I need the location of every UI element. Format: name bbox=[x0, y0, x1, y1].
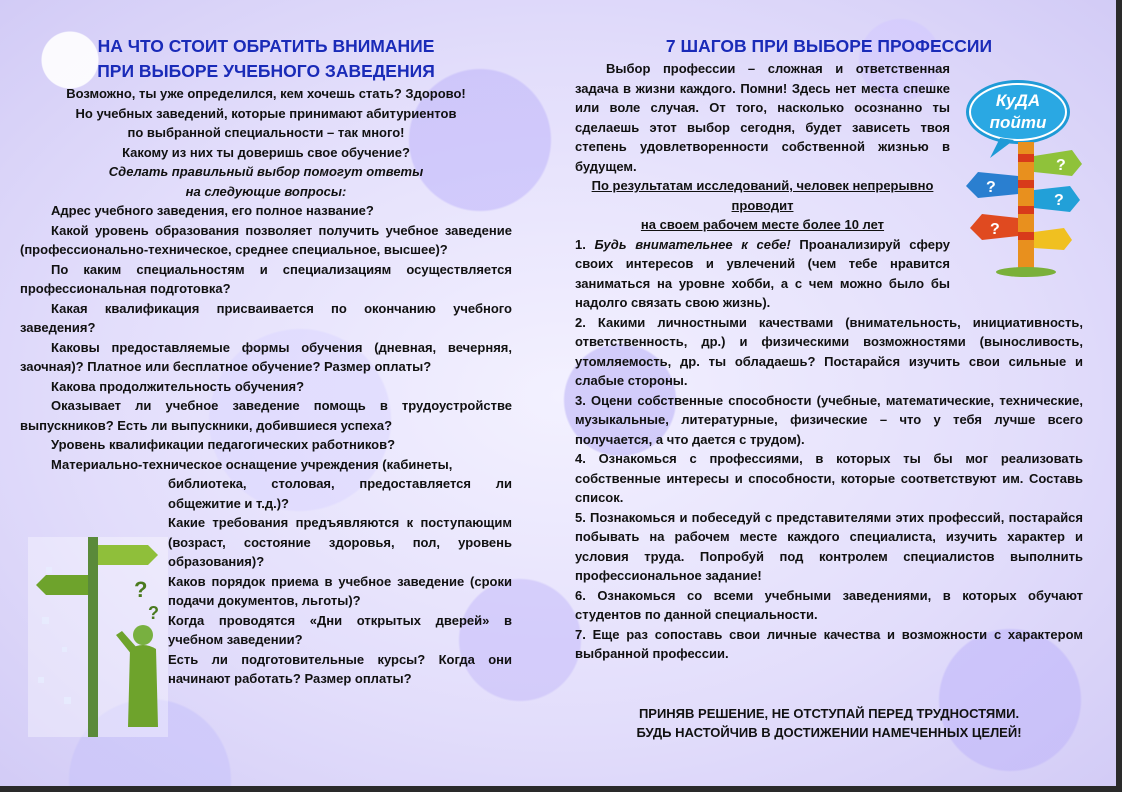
intro-italic-line: Сделать правильный выбор помогут ответы bbox=[108, 164, 424, 179]
intro-line: Но учебных заведений, которые принимают абитуриентов bbox=[75, 105, 457, 121]
research-line: проводит bbox=[731, 197, 794, 213]
sign-text-line2: пойти bbox=[989, 113, 1047, 132]
step-item: 4. Ознакомься с профессиями, в которых ты бы мог реализовать собственные интересы и способности, которые соответствуют им. Составь список. bbox=[575, 451, 1083, 505]
question-item: По каким специальностям и специализациям осуществляется профессиональная подготовка? bbox=[20, 261, 512, 296]
final-line: ПРИНЯВ РЕШЕНИЕ, НЕ ОТСТУПАЙ ПЕРЕД ТРУДНОСТЯМИ. bbox=[638, 706, 1020, 721]
step-item: 7. Еще раз сопоставь свои личные качества и возможности с характером выбранной профессии. bbox=[575, 626, 1083, 661]
question-item: Какой уровень образования позволяет получить учебное заведение (профессионально-техническое, среднее специальное, высшее)? bbox=[20, 222, 512, 257]
question-item: Какая квалификация присваивается по окончанию учебного заведения? bbox=[20, 300, 512, 335]
question-item-continued: библиотека, столовая, предоставляется ли общежитие и т.д.)? bbox=[168, 476, 512, 511]
left-title-line2: ПРИ ВЫБОРЕ УЧЕБНОГО ЗАВЕДЕНИЯ bbox=[97, 61, 435, 81]
svg-text:?: ? bbox=[986, 179, 996, 196]
right-intro: Выбор профессии – сложная и ответственная задача в жизни каждого. Помни! Здесь нет места спешке или воле случая. От того, насколько осознанно ты сделаешь этот выбор сегодня, будет зависеть твоя степень удовлетворенности собственной жизнью в будущем. bbox=[575, 61, 950, 174]
question-item: Какие требования предъявляются к поступающим (возраст, состояние здоровья, пол, уровень образования)? bbox=[168, 515, 512, 569]
intro-italic-line: на следующие вопросы: bbox=[185, 183, 347, 199]
signpost-person-illustration bbox=[28, 527, 168, 737]
intro-line: по выбранной специальности – так много! bbox=[127, 125, 405, 140]
research-line: По результатам исследований, человек непрерывно bbox=[591, 178, 934, 193]
step-1-number: 1. bbox=[575, 236, 586, 252]
intro-line: Возможно, ты уже определился, кем хочешь стать? Здорово! bbox=[66, 86, 466, 101]
final-message bbox=[575, 704, 1083, 742]
svg-text:?: ? bbox=[1054, 192, 1064, 209]
question-item: Когда проводятся «Дни открытых дверей» в учебном заведении? bbox=[168, 612, 512, 647]
where-to-go-signpost-illustration bbox=[960, 72, 1090, 277]
step-item: 5. Познакомься и побеседуй с представителями этих профессий, постарайся побывать на рабочем месте каждого специалиста, изучить характер и условия труда. Попробуй под контролем специалистов выполнить профессиональное задание! bbox=[575, 509, 1083, 583]
svg-text:?: ? bbox=[134, 577, 148, 602]
question-item: Материально-техническое оснащение учреждения (кабинеты, bbox=[51, 456, 453, 472]
step-item: 2. Какими личностными качествами (внимательность, инициативность, ответственность, др.) и физическими возможностями (выносливость, утомляемость, др. ты обладаешь? Постарайся изучить свои сильные и слабые стороны. bbox=[575, 314, 1083, 388]
research-line: на своем рабочем месте более 10 лет bbox=[640, 217, 885, 232]
svg-text:?: ? bbox=[148, 603, 159, 623]
step-1-text: Проанализируй сферу своих интересов и увлечений (чем тебе нравится заниматься на уровне хобби, а с чем можно было бы надолго связать свою жизнь). bbox=[575, 236, 950, 310]
left-title-line1: НА ЧТО СТОИТ ОБРАТИТЬ ВНИМАНИЕ bbox=[97, 36, 435, 56]
step-item: 3. Оцени собственные способности (учебные, математические, технические, музыкальные, литературные, физические – что у тебя лучше всего получается, а что дается с трудом). bbox=[575, 392, 1083, 447]
question-item: Адрес учебного заведения, его полное название? bbox=[51, 203, 374, 218]
question-item: Какова продолжительность обучения? bbox=[51, 378, 305, 394]
question-item: Уровень квалификации педагогических работников? bbox=[51, 437, 396, 452]
right-title: 7 ШАГОВ ПРИ ВЫБОРЕ ПРОФЕССИИ bbox=[665, 36, 993, 56]
intro-line: Какому из них ты доверишь свое обучение? bbox=[122, 144, 410, 160]
sign-text-line1: КуДА bbox=[995, 91, 1041, 110]
step-item: 6. Ознакомься со всеми учебными заведениями, в которых обучают студентов по данной специальности. bbox=[575, 587, 1083, 622]
svg-text:?: ? bbox=[1056, 157, 1066, 174]
svg-text:?: ? bbox=[990, 221, 1000, 238]
question-item: Каков порядок приема в учебное заведение (сроки подачи документов, льготы)? bbox=[168, 573, 512, 608]
step-1-italic: Будь внимательнее к себе! bbox=[594, 236, 791, 252]
question-item: Есть ли подготовительные курсы? Когда они начинают работать? Размер оплаты? bbox=[168, 651, 512, 686]
step-1 bbox=[575, 235, 950, 313]
question-item: Каковы предоставляемые формы обучения (дневная, вечерняя, заочная)? Платное или бесплатное обучение? Размер оплаты? bbox=[20, 339, 512, 374]
question-item: Оказывает ли учебное заведение помощь в трудоустройстве выпускников? Есть ли выпускники, добившиеся успеха? bbox=[20, 398, 512, 433]
final-line: БУДЬ НАСТОЙЧИВ В ДОСТИЖЕНИИ НАМЕЧЕННЫХ ЦЕЛЕЙ! bbox=[636, 725, 1022, 740]
right-intro-block bbox=[575, 59, 950, 313]
